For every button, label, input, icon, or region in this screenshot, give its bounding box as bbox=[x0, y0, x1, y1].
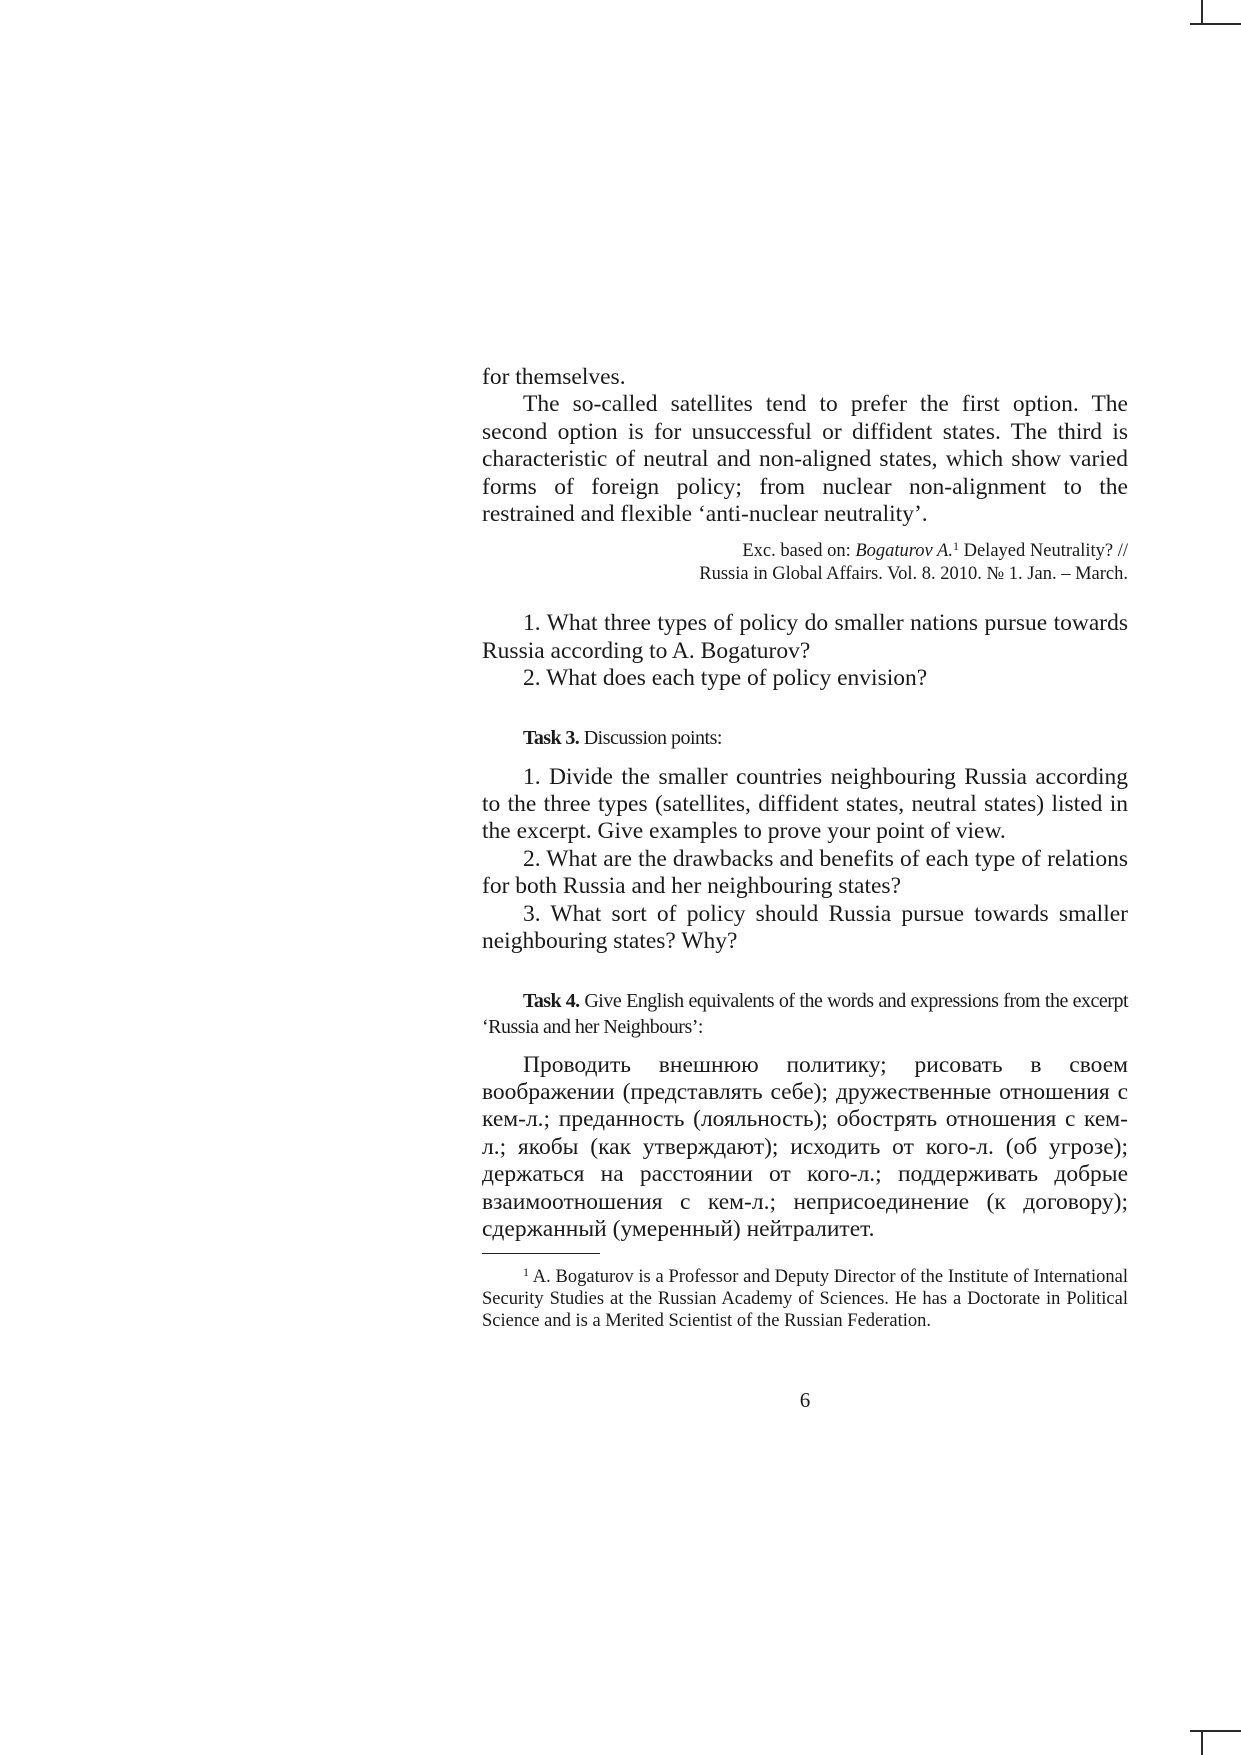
page-number: 6 bbox=[799, 1388, 811, 1412]
crop-mark-top-vertical bbox=[1201, 0, 1203, 24]
crop-mark-top-horizontal bbox=[1190, 23, 1241, 25]
citation-title: Delayed Neutrality? // bbox=[958, 541, 1128, 562]
excerpt-paragraph: The so-called satellites tend to prefer the first option. The second option is for unsuccessful or diffident states. The third is characteristic of neutral and non-aligned states, which show varied forms of foreign policy; from nuclear non-alignment to the restrained and flexible ‘anti-nuclear neutrality’. bbox=[482, 391, 1128, 528]
footnote-mark: 1 bbox=[523, 1265, 529, 1280]
citation-prefix: Exc. based on: bbox=[742, 541, 856, 562]
excerpt-line: for themselves. bbox=[482, 364, 626, 390]
task-4-label: Task 4. bbox=[523, 989, 580, 1012]
footnote bbox=[482, 1266, 1128, 1332]
task-4-text: Give English equivalents of the words and expressions from the excerpt ‘Russia and her Neighbours’: bbox=[482, 989, 1128, 1038]
footnote-text: A. Bogaturov is a Professor and Deputy Director of the Institute of International Security Studies at the Russian Academy of Sciences. He has a Doctorate in Political Science and is a Merited Scientist of the Russian Federation. bbox=[482, 1267, 1128, 1332]
task-3-label: Task 3. bbox=[523, 726, 580, 749]
crop-mark-bottom-horizontal bbox=[1190, 1730, 1241, 1732]
citation-footnote-mark: 1 bbox=[952, 539, 959, 554]
task-4-heading bbox=[482, 988, 1128, 1040]
question-2: 2. What does each type of policy envision? bbox=[523, 665, 928, 692]
citation-author: Bogaturov A. bbox=[855, 541, 953, 562]
page-content bbox=[482, 364, 1128, 1412]
citation bbox=[482, 540, 1128, 586]
question-1: 1. What three types of policy do smaller nations pursue towards Russia according to A. Bogaturov? bbox=[482, 610, 1128, 664]
citation-line-2: Russia in Global Affairs. Vol. 8. 2010. № 1. Jan. – March. bbox=[699, 564, 1128, 585]
task-4-russian-text: Проводить внешнюю политику; рисовать в своем воображении (представлять себе); дружественные отношения с кем-л.; преданность (лояльность); обострять отношения с кем-л.; якобы (как утверждают); исходить от кого-л. (об угрозе); держаться на расстоянии от кого-л.; поддерживать добрые взаимоотношения с кем-л.; неприсоединение (к договору); сдержанный (умеренный) нейтралитет. bbox=[482, 1051, 1128, 1242]
task-3-heading bbox=[482, 725, 1128, 751]
task-3-text: Discussion points: bbox=[579, 726, 722, 749]
task-3-point-1: 1. Divide the smaller countries neighbouring Russia according to the three types (satellites, diffident states, neutral states) listed in the excerpt. Give examples to prove your point of view. bbox=[482, 763, 1128, 845]
footnote-divider bbox=[482, 1253, 600, 1254]
citation-line-1 bbox=[482, 540, 1128, 563]
crop-mark-bottom-vertical bbox=[1201, 1730, 1203, 1755]
task-3-point-2: 2. What are the drawbacks and benefits of each type of relations for both Russia and her neighbouring states? bbox=[482, 845, 1128, 900]
task-3-point-3: 3. What sort of policy should Russia pursue towards smaller neighbouring states? Why? bbox=[482, 900, 1128, 955]
